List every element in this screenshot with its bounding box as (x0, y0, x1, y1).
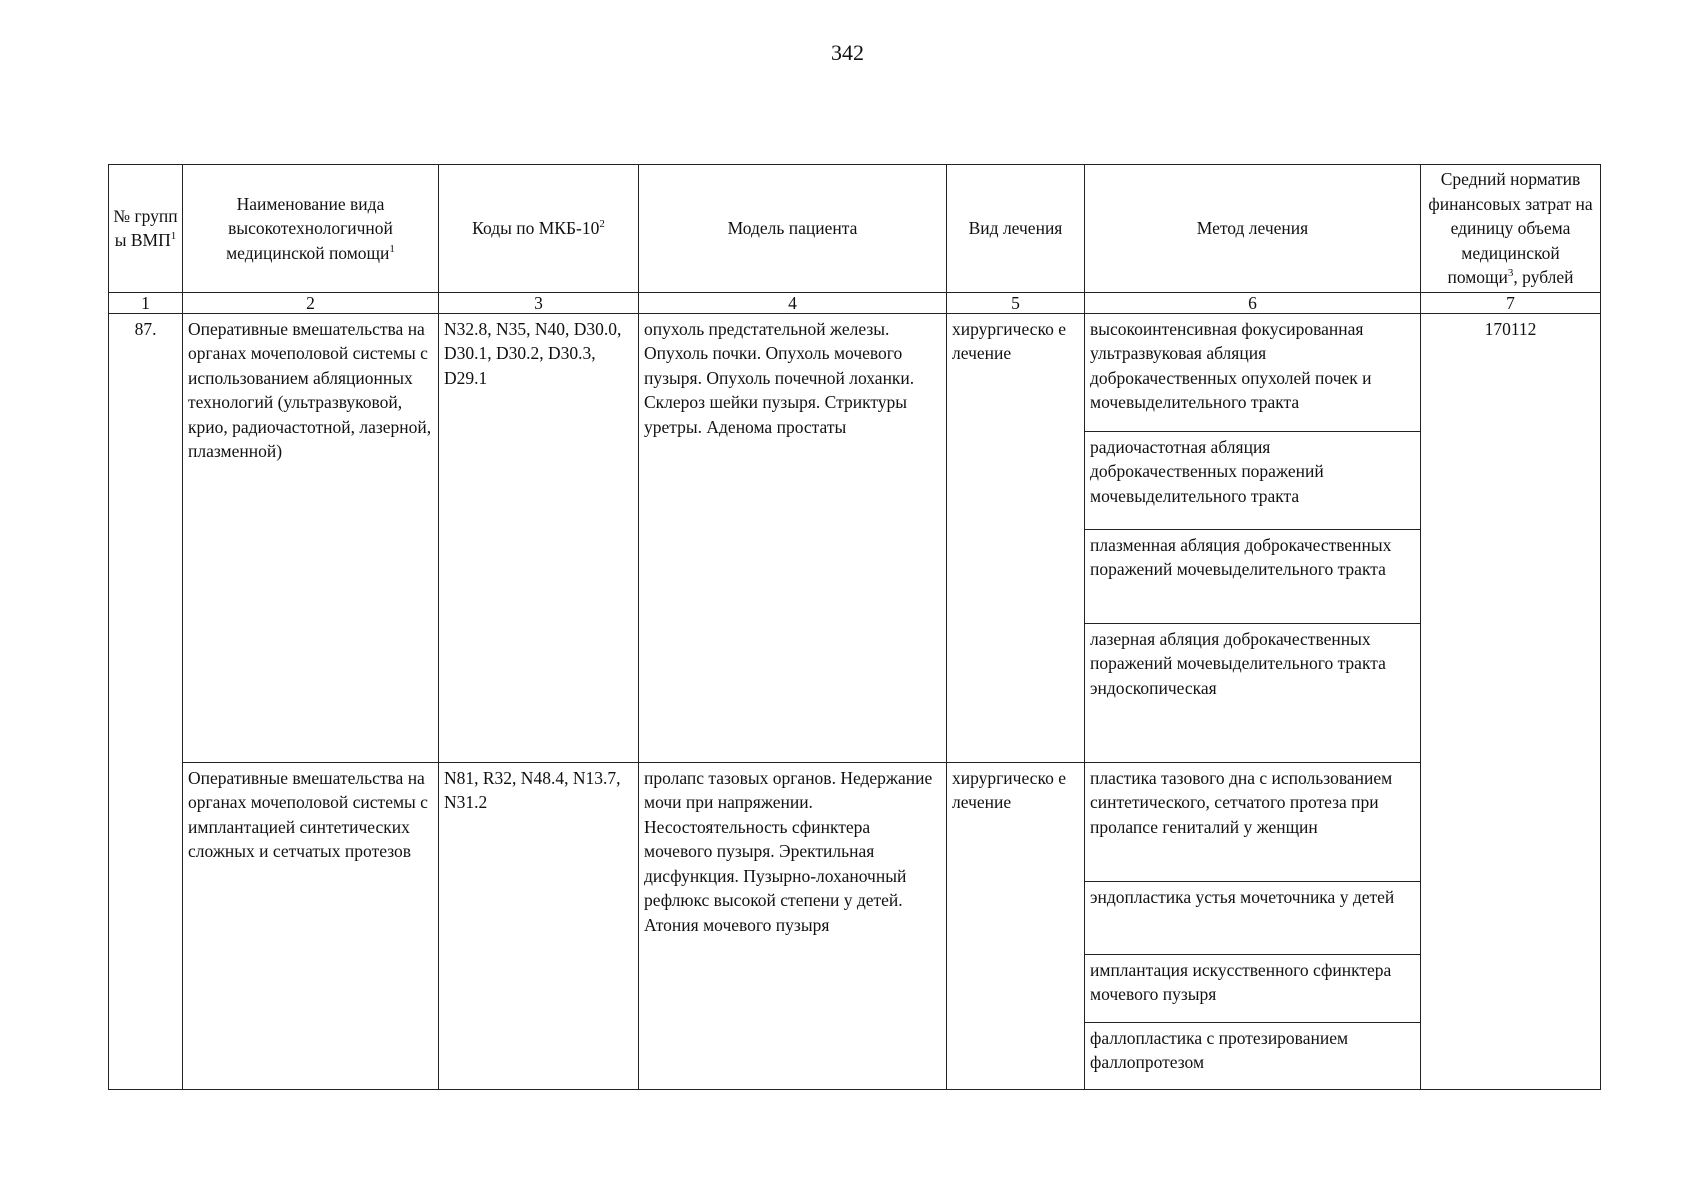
page-number: 342 (831, 40, 864, 65)
patient-model: опухоль предстательной железы. Опухоль почки. Опухоль мочевого пузыря. Опухоль почечной лоханки. Склероз шейки пузыря. Стриктуры уретры. Аденома простаты (639, 313, 947, 762)
treatment-method: радиочастотная абляция доброкачественных поражений мочевыделительного тракта (1085, 432, 1420, 530)
vmp-table (108, 164, 1601, 1090)
header-method: Метод лечения (1085, 165, 1421, 293)
table-row (109, 313, 1601, 762)
treatment-method: лазерная абляция доброкачественных поражений мочевыделительного тракта эндоскопическая (1090, 628, 1386, 698)
table-row (109, 762, 1601, 1089)
column-number: 3 (439, 292, 639, 313)
group-number: 87. (109, 313, 183, 1089)
header-cost: Средний норматив финансовых затрат на единицу объема медицинской помощи$^3$, рублей (1421, 165, 1601, 293)
column-number: 4 (639, 292, 947, 313)
care-type-name: Оперативные вмешательства на органах мочеполовой системы с имплантацией синтетических сложных и сетчатых протезов (183, 762, 439, 1089)
care-type-name: Оперативные вмешательства на органах мочеполовой системы с использованием абляционных технологий (ультразвуковой, крио, радиочастотной, лазерной, плазменной) (183, 313, 439, 762)
icd-codes: N81, R32, N48.4, N13.7, N31.2 (439, 762, 639, 1089)
patient-model: пролапс тазовых органов. Недержание мочи при напряжении. Несостоятельность сфинктера мочевого пузыря. Эректильная дисфункция. Пузырно-лоханочный рефлюкс высокой степени у детей. Атония мочевого пузыря (639, 762, 947, 1089)
treatment-method: эндопластика устья мочеточника у детей (1085, 882, 1420, 955)
treatment-method: фаллопластика с протезированием фаллопротезом (1090, 1027, 1349, 1072)
treatment-method: высокоинтенсивная фокусированная ультразвуковая абляция доброкачественных опухолей почек и мочевыделительного тракта (1085, 314, 1420, 432)
column-number: 1 (109, 292, 183, 313)
header-group-no: № групп ы ВМП$^1$ (109, 165, 183, 293)
column-number-row (109, 292, 1601, 313)
icd-codes: N32.8, N35, N40, D30.0, D30.1, D30.2, D30.3, D29.1 (439, 313, 639, 762)
column-number: 2 (183, 292, 439, 313)
treatment-type: хирургическо е лечение (947, 313, 1085, 762)
treatment-method: имплантация искусственного сфинктера мочевого пузыря (1085, 955, 1420, 1023)
treatment-methods (1085, 762, 1421, 1089)
column-number: 6 (1085, 292, 1421, 313)
cost-value: 170112 (1421, 313, 1601, 1089)
header-treatment-type: Вид лечения (947, 165, 1085, 293)
header-row (109, 165, 1601, 293)
column-number: 7 (1421, 292, 1601, 313)
treatment-type: хирургическо е лечение (947, 762, 1085, 1089)
column-number: 5 (947, 292, 1085, 313)
header-patient-model: Модель пациента (639, 165, 947, 293)
header-name: Наименование вида высокотехнологичной медицинской помощи$^1$ (183, 165, 439, 293)
header-codes: Коды по МКБ-$10^2$ (439, 165, 639, 293)
treatment-method: плазменная абляция доброкачественных поражений мочевыделительного тракта (1085, 530, 1420, 624)
treatment-methods (1085, 313, 1421, 762)
treatment-method: пластика тазового дна с использованием синтетического, сетчатого протеза при пролапсе гениталий у женщин (1085, 763, 1420, 882)
